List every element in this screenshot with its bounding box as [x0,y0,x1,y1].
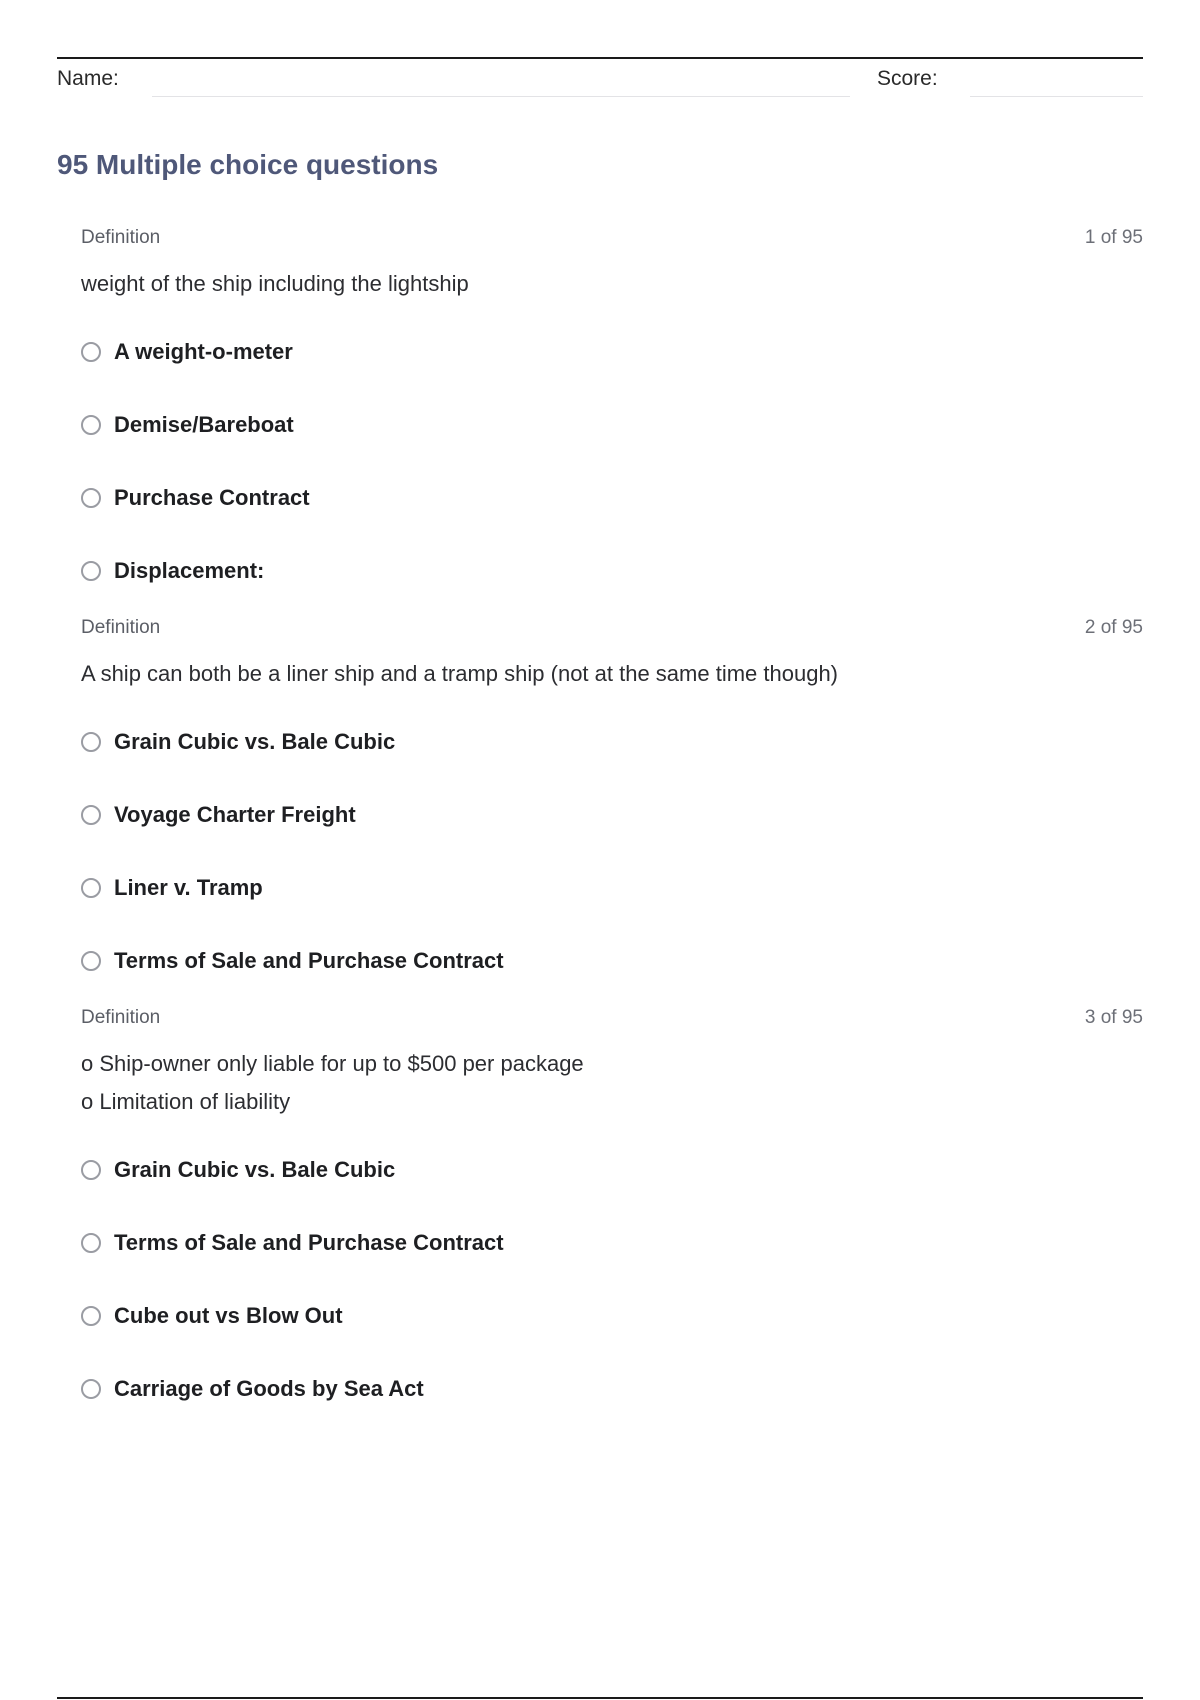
answer-option[interactable] [81,713,1143,786]
radio-button[interactable] [81,342,101,362]
answer-option[interactable] [81,542,1143,615]
answer-options [81,1141,1143,1433]
question-counter: 3 of 95 [1084,1007,1143,1028]
answer-option-label: Grain Cubic vs. Bale Cubic [114,728,396,754]
question-3 [81,1007,1143,1433]
answer-option[interactable] [81,932,1143,1005]
answer-option[interactable] [81,859,1143,932]
answer-option[interactable] [81,396,1143,469]
answer-option-label: Liner v. Tramp [114,874,263,900]
answer-option[interactable] [81,1141,1143,1214]
question-counter: 1 of 95 [1084,227,1143,248]
radio-button[interactable] [81,1379,101,1399]
question-1 [81,227,1143,615]
answer-options [81,323,1143,615]
score-label: Score: [877,67,938,90]
answer-option-label: Terms of Sale and Purchase Contract [114,947,504,973]
bottom-divider [57,1697,1143,1699]
answer-option-label: Grain Cubic vs. Bale Cubic [114,1156,396,1182]
radio-button[interactable] [81,561,101,581]
question-type: Definition [81,227,161,248]
answer-option[interactable] [81,1287,1143,1360]
question-2 [81,617,1143,1005]
name-label: Name: [57,67,119,90]
radio-button[interactable] [81,1233,101,1253]
answer-option-label: A weight-o-meter [114,338,293,364]
radio-button[interactable] [81,1160,101,1180]
question-type: Definition [81,1007,161,1028]
section-title: 95 Multiple choice questions [57,149,439,180]
radio-button[interactable] [81,1306,101,1326]
answer-option-label: Demise/Bareboat [114,411,294,437]
prompt-line: o Limitation of liability [81,1089,291,1114]
answer-option-label: Carriage of Goods by Sea Act [114,1375,424,1401]
radio-button[interactable] [81,488,101,508]
answer-option-label: Purchase Contract [114,484,310,510]
question-type: Definition [81,617,161,638]
quiz-page [57,57,1143,1700]
answer-option[interactable] [81,1214,1143,1287]
name-field[interactable] [152,96,850,97]
radio-button[interactable] [81,732,101,752]
question-prompt [81,1045,1143,1121]
prompt-line: A ship can both be a liner ship and a tramp ship (not at the same time though) [81,661,839,686]
answer-option-label: Terms of Sale and Purchase Contract [114,1229,504,1255]
question-header [81,617,1143,643]
question-prompt [81,655,1143,693]
answer-options [81,713,1143,1005]
radio-button[interactable] [81,805,101,825]
question-prompt [81,265,1143,303]
answer-option-label: Displacement: [114,557,265,583]
radio-button[interactable] [81,951,101,971]
answer-option[interactable] [81,1360,1143,1433]
prompt-line: o Ship-owner only liable for up to $500 per package [81,1051,584,1076]
question-header [81,227,1143,253]
answer-option[interactable] [81,786,1143,859]
score-field[interactable] [970,96,1143,97]
question-counter: 2 of 95 [1084,617,1143,638]
question-header [81,1007,1143,1033]
prompt-line: weight of the ship including the lightship [81,271,469,296]
answer-option-label: Voyage Charter Freight [114,801,356,827]
answer-option[interactable] [81,323,1143,396]
header-row [57,59,1143,99]
answer-option-label: Cube out vs Blow Out [114,1302,343,1328]
answer-option[interactable] [81,469,1143,542]
radio-button[interactable] [81,878,101,898]
radio-button[interactable] [81,415,101,435]
